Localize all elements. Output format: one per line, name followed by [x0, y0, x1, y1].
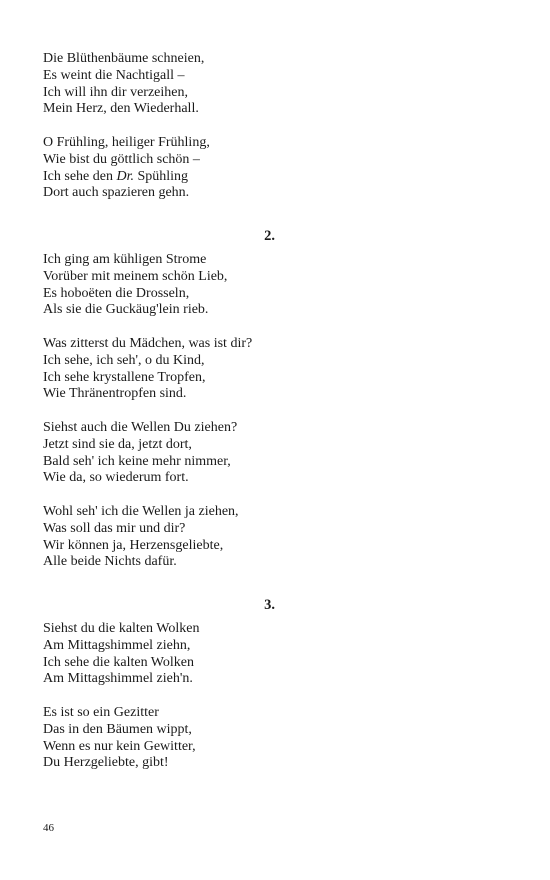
poem-line: Siehst du die kalten Wolken [43, 621, 200, 636]
poem-line: Wohl seh' ich die Wellen ja ziehen, [43, 504, 239, 519]
poem-line [43, 169, 323, 186]
poem-line: Ich sehe, ich seh', o du Kind, [43, 352, 205, 368]
section-number: 3. [264, 597, 275, 613]
poem-line: Am Mittagshimmel ziehn, [43, 637, 191, 653]
section-number: 2. [264, 228, 275, 244]
poem-line: Die Blüthenbäume schneien, [43, 51, 205, 66]
poem-line: Dort auch spazieren gehn. [43, 185, 190, 201]
poem-line: Siehst auch die Wellen Du ziehen? [43, 420, 238, 435]
poem-line: Es weint die Nachtigall – [43, 67, 185, 83]
poem-line: O Frühling, heiliger Frühling, [43, 135, 210, 150]
stanza-3-1 [43, 621, 323, 688]
poem-line: Als sie die Guckäug'lein rieb. [43, 302, 209, 318]
poem-line: Ich sehe die kalten Wolken [43, 654, 195, 670]
poem-line: Wie bist du göttlich schön – [43, 151, 200, 167]
poem-line: Wir können ja, Herzensgeliebte, [43, 537, 224, 553]
poem-line: Wenn es nur kein Gewitter, [43, 738, 196, 754]
poem-line: Ich sehe krystallene Tropfen, [43, 369, 206, 385]
poem-line: Am Mittagshimmel zieh'n. [43, 671, 193, 687]
poem-line: Vorüber mit meinem schön Lieb, [43, 268, 228, 284]
poem-line-italic: Dr. [116, 168, 134, 184]
poem-line: Alle beide Nichts dafür. [43, 554, 177, 570]
stanza-1-2 [43, 135, 323, 202]
poem-line: Wie da, so wiederum fort. [43, 470, 189, 486]
poem-line: Es hoboëten die Drosseln, [43, 285, 190, 301]
poem-line: Wie Thränentropfen sind. [43, 386, 187, 402]
stanza-1-1 [43, 51, 323, 118]
poem-line: Ich ging am kühligen Strome [43, 252, 207, 267]
poem-line: Ich will ihn dir verzeihen, [43, 84, 189, 100]
stanza-2-2 [43, 336, 323, 403]
stanza-3-2 [43, 705, 323, 772]
poem-line: Was zitterst du Mädchen, was ist dir? [43, 336, 253, 351]
stanza-2-1 [43, 252, 323, 319]
stanza-2-4 [43, 504, 323, 571]
page-number: 46 [43, 822, 54, 834]
stanza-2-3 [43, 420, 323, 487]
poem-line-text: Spühling [133, 168, 189, 184]
poem-line: Jetzt sind sie da, jetzt dort, [43, 436, 192, 452]
poem-line: Bald seh' ich keine mehr nimmer, [43, 453, 231, 469]
poem-line: Es ist so ein Gezitter [43, 705, 159, 720]
poem-line: Mein Herz, den Wiederhall. [43, 101, 199, 117]
poem-line: Das in den Bäumen wippt, [43, 721, 192, 737]
poem-line: Du Herzgeliebte, gibt! [43, 755, 169, 771]
poem-line-text: Ich sehe den [43, 168, 117, 184]
poem-line: Was soll das mir und dir? [43, 520, 186, 536]
